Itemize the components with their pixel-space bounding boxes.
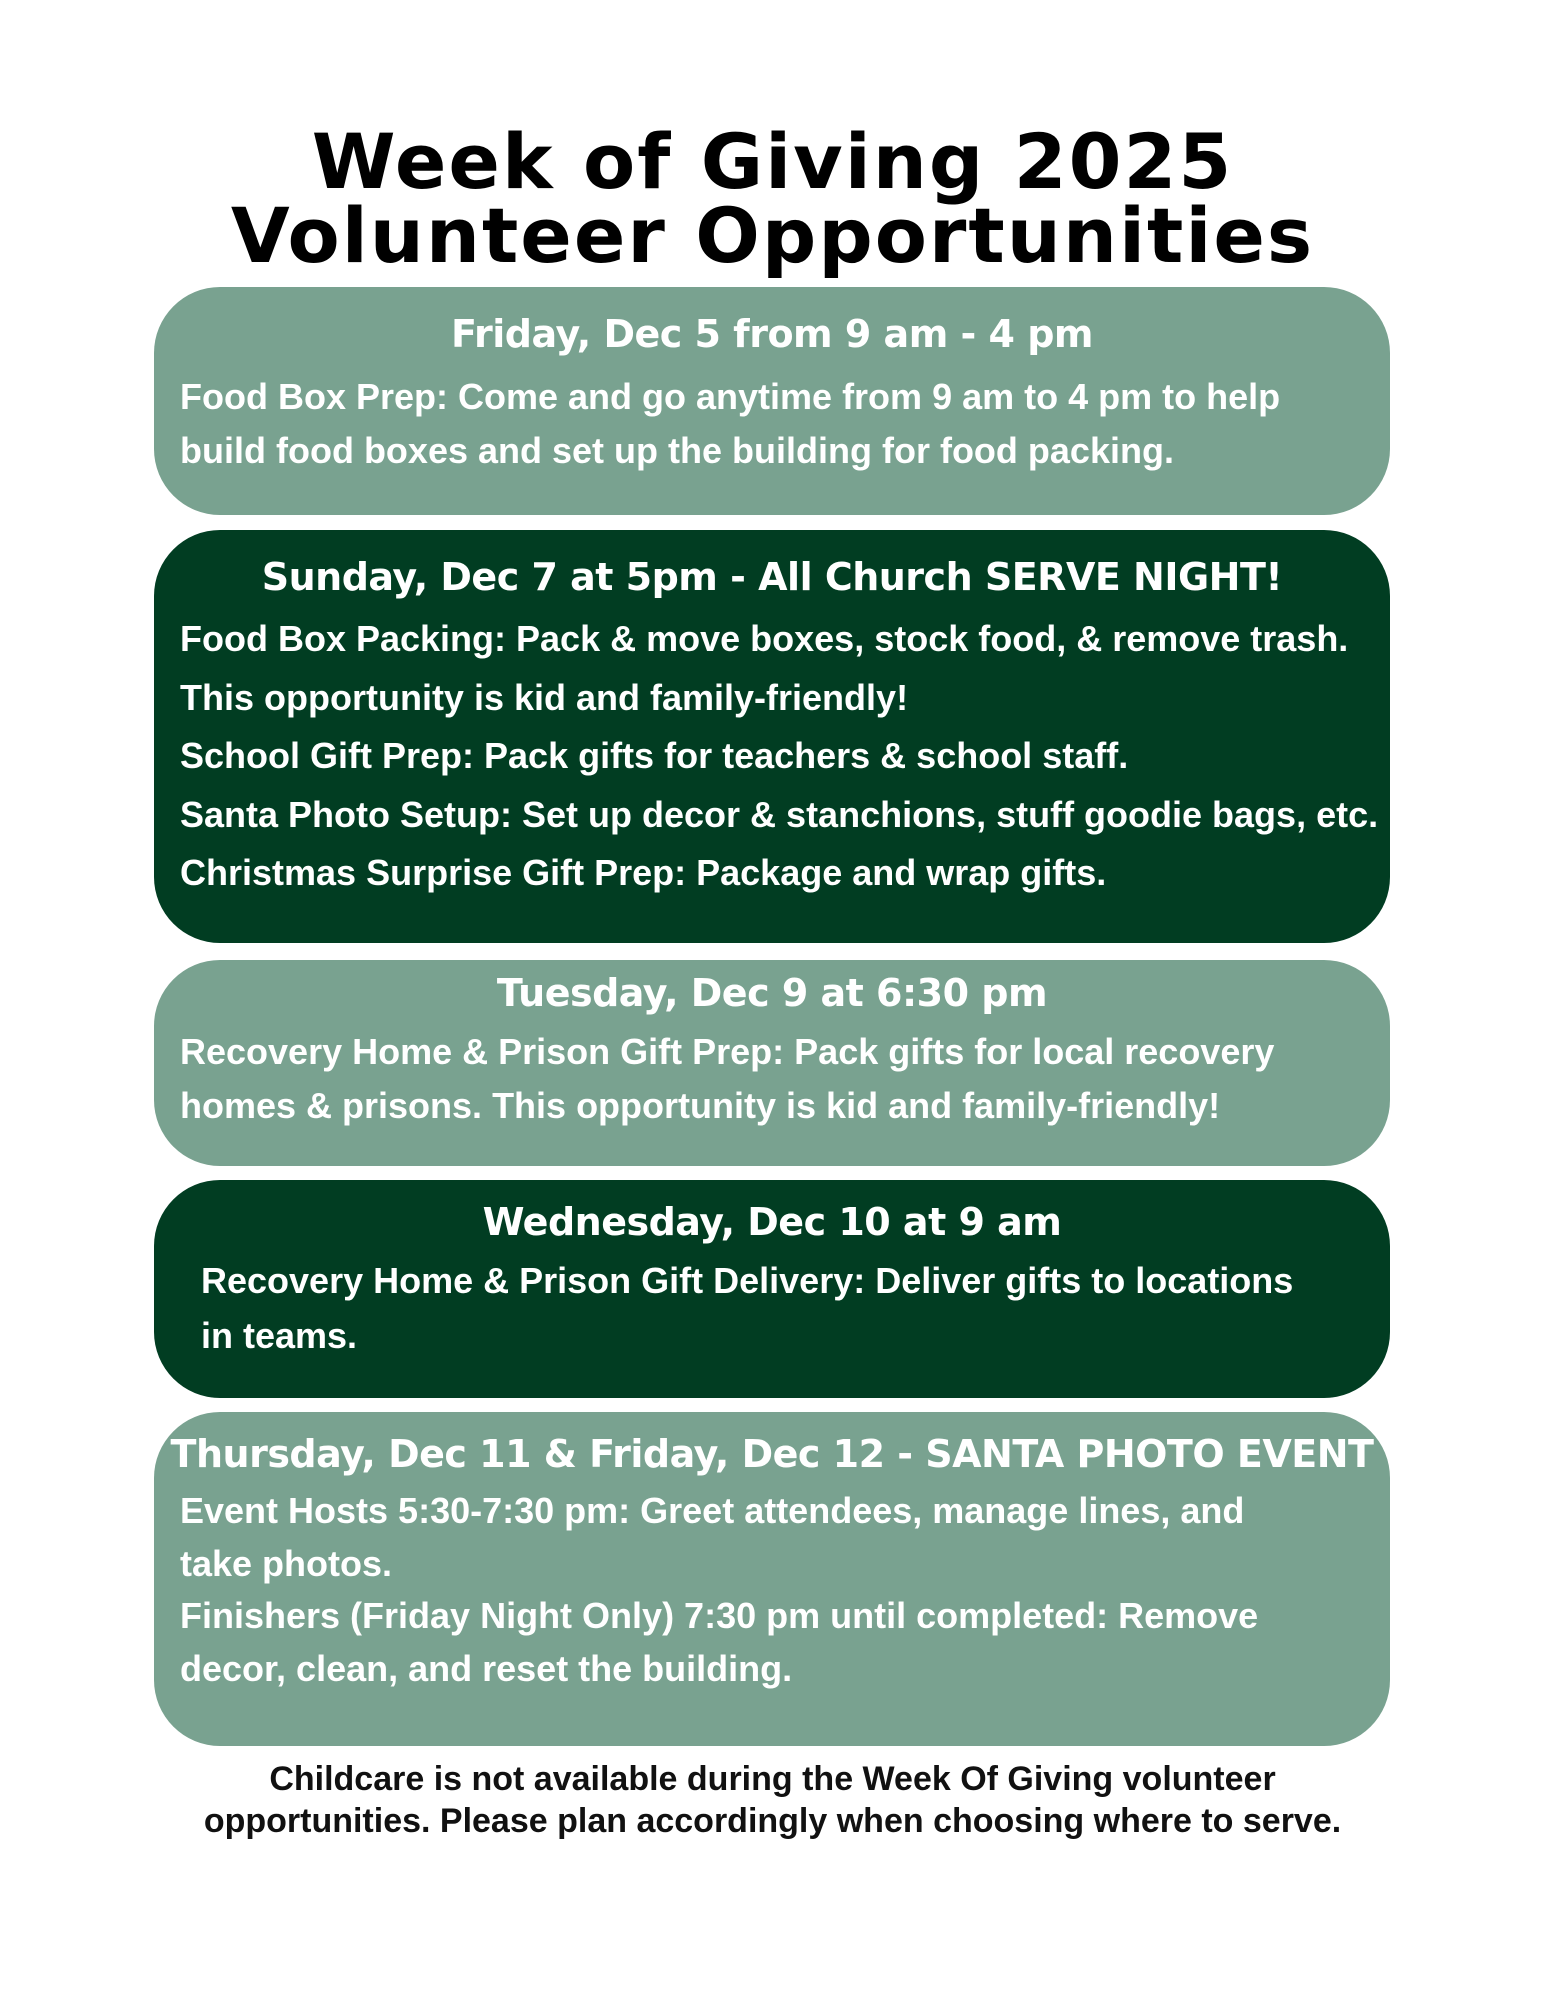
section-body xyxy=(180,1485,1258,1695)
section-heading: Tuesday, Dec 9 at 6:30 pm xyxy=(496,971,1048,1015)
section-line: Food Box Prep: Come and go anytime from 9 am to 4 pm to help xyxy=(180,376,1281,417)
section-line: take photos. xyxy=(180,1542,393,1584)
footer-line-1: Childcare is not available during the Week Of Giving volunteer xyxy=(269,1760,1276,1798)
section-body xyxy=(180,1025,1274,1133)
title-line-1: Week of Giving 2025 xyxy=(311,117,1234,206)
section-line: Santa Photo Setup: Set up decor & stanchions, stuff goodie bags, etc. xyxy=(180,793,1379,835)
section-sunday-dec-7 xyxy=(154,530,1390,943)
section-line: build food boxes and set up the building for food packing. xyxy=(180,430,1174,471)
section-line: in teams. xyxy=(201,1315,358,1356)
section-line: Food Box Packing: Pack & move boxes, stock food, & remove trash. xyxy=(180,618,1349,659)
section-heading: Friday, Dec 5 from 9 am - 4 pm xyxy=(450,312,1093,356)
section-line: Event Hosts 5:30-7:30 pm: Greet attendees, manage lines, and xyxy=(180,1490,1245,1531)
section-heading: Wednesday, Dec 10 at 9 am xyxy=(482,1200,1062,1244)
section-line: Recovery Home & Prison Gift Prep: Pack gifts for local recovery xyxy=(180,1031,1275,1072)
section-heading: Sunday, Dec 7 at 5pm - All Church SERVE NIGHT! xyxy=(261,555,1283,599)
section-heading: Thursday, Dec 11 & Friday, Dec 12 - SANTA PHOTO EVENT xyxy=(170,1432,1374,1476)
section-line: Finishers (Friday Night Only) 7:30 pm until completed: Remove xyxy=(180,1595,1259,1636)
title-line-2: Volunteer Opportunities xyxy=(230,191,1315,280)
section-friday-dec-5 xyxy=(154,287,1390,515)
section-body xyxy=(180,370,1280,478)
section-line: Christmas Surprise Gift Prep: Package and wrap gifts. xyxy=(180,852,1107,893)
childcare-notice xyxy=(0,1758,1545,1842)
section-line: School Gift Prep: Pack gifts for teachers & school staff. xyxy=(180,735,1129,776)
section-line: decor, clean, and reset the building. xyxy=(180,1647,793,1689)
section-body xyxy=(180,610,1378,903)
page-title xyxy=(0,117,1545,280)
section-tuesday-dec-9 xyxy=(154,960,1390,1166)
footer-line-2: opportunities. Please plan accordingly when choosing where to serve. xyxy=(203,1802,1342,1840)
section-wednesday-dec-10 xyxy=(154,1180,1390,1398)
section-line: Recovery Home & Prison Gift Delivery: Deliver gifts to locations xyxy=(201,1260,1294,1301)
section-body xyxy=(201,1253,1293,1363)
section-line: This opportunity is kid and family-friendly! xyxy=(180,676,909,718)
section-santa-photo-event xyxy=(154,1412,1390,1746)
section-line: homes & prisons. This opportunity is kid and family-friendly! xyxy=(180,1085,1221,1126)
